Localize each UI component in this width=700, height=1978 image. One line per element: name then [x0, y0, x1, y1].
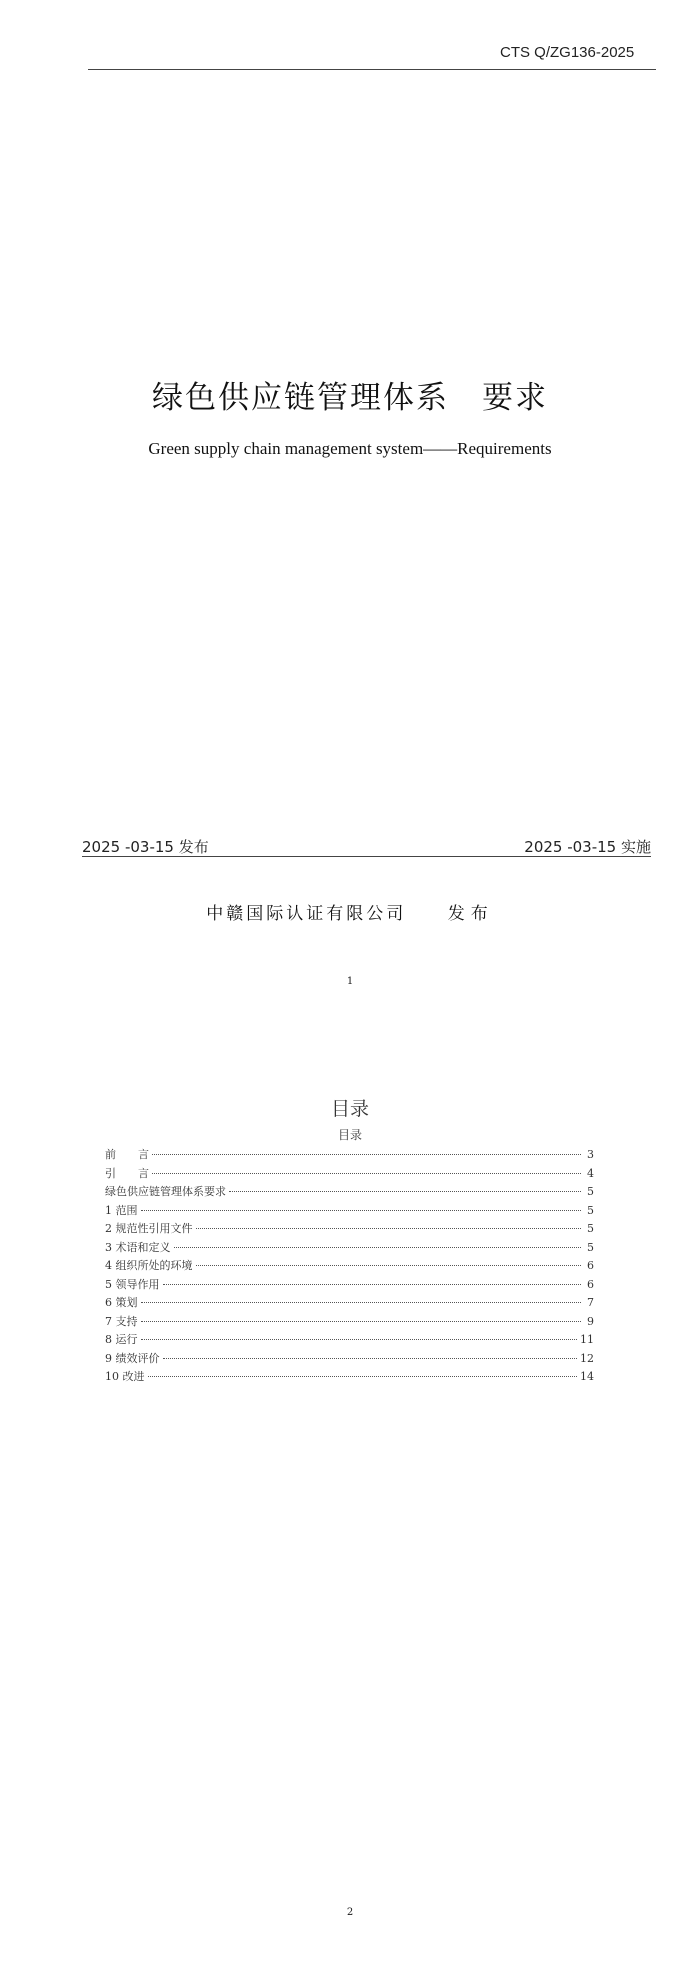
toc-entry-label: 绿色供应链管理体系要求 [105, 1185, 226, 1198]
toc-entry-page: 5 [587, 1222, 594, 1235]
toc-entry-label: 引 言 [105, 1166, 149, 1180]
toc-entry-page: 6 [587, 1259, 594, 1272]
toc-entry-page: 14 [580, 1370, 594, 1383]
toc-entry[interactable] [105, 1313, 594, 1332]
toc-leader [152, 1173, 581, 1174]
toc-entry[interactable] [105, 1220, 594, 1239]
toc-entry-label: 4 组织所处的环境 [105, 1259, 193, 1272]
toc-leader [163, 1358, 578, 1359]
toc-leader [174, 1247, 582, 1248]
toc-subheading: 目录 [337, 1128, 362, 1142]
toc-leader [152, 1154, 581, 1155]
toc-entry[interactable] [105, 1276, 594, 1295]
toc-leader [163, 1284, 582, 1285]
toc-entry-page: 5 [587, 1185, 594, 1198]
toc-entry-label: 9 绩效评价 [105, 1351, 160, 1365]
date-row [82, 836, 651, 857]
toc-entry-page: 5 [587, 1240, 594, 1254]
toc-leader [141, 1339, 578, 1340]
toc-entry-page: 9 [587, 1314, 594, 1328]
toc-entry[interactable] [105, 1331, 594, 1350]
toc-entry-page: 3 [587, 1148, 594, 1161]
toc-leader [141, 1210, 582, 1211]
toc-entry-label: 6 策划 [105, 1296, 138, 1309]
toc-entry[interactable] [105, 1165, 594, 1184]
toc-entry-page: 6 [587, 1277, 594, 1291]
toc-entry-page: 11 [580, 1333, 594, 1346]
toc-entry-label: 前 言 [105, 1148, 149, 1161]
toc-entry[interactable] [105, 1183, 594, 1202]
toc-entry-page: 5 [587, 1203, 594, 1217]
document-code: CTS Q/ZG136-2025 [500, 44, 635, 61]
toc-leader [141, 1302, 582, 1303]
toc-entry[interactable] [105, 1239, 594, 1258]
toc-entry-page: 12 [580, 1351, 594, 1365]
toc-entry-page: 7 [587, 1296, 594, 1309]
toc-entry-label: 2 规范性引用文件 [105, 1222, 193, 1235]
toc-entry[interactable] [105, 1146, 594, 1165]
toc-heading: 目录 [330, 1098, 369, 1120]
publisher-organization: 中赣国际认证有限公司 [206, 904, 407, 924]
issue-date: 2025 -03-15 发布 [82, 838, 209, 856]
toc-entry-label: 1 范围 [105, 1203, 138, 1217]
publisher-row [0, 899, 700, 924]
toc-entry-label: 3 术语和定义 [105, 1240, 171, 1254]
toc-leader [148, 1376, 578, 1377]
header-rule [88, 69, 656, 70]
title-english: Green supply chain management system——Requirements [148, 439, 552, 458]
toc-entry[interactable] [105, 1257, 594, 1276]
toc-entry-label: 10 改进 [105, 1370, 145, 1383]
toc-entry[interactable] [105, 1202, 594, 1221]
toc-leader [196, 1228, 582, 1229]
page-number: 2 [346, 1907, 354, 1918]
effective-date: 2025 -03-15 实施 [524, 838, 651, 856]
toc-entry[interactable] [105, 1350, 594, 1369]
toc-entry-label: 7 支持 [105, 1314, 138, 1328]
publish-label: 发布 [447, 904, 494, 924]
toc-entry[interactable] [105, 1294, 594, 1313]
toc-entry-page: 4 [587, 1166, 594, 1180]
toc-entry-label: 8 运行 [105, 1333, 138, 1346]
page-number: 1 [346, 976, 354, 987]
date-rule [82, 856, 651, 857]
title-chinese: 绿色供应链管理体系 要求 [152, 380, 548, 416]
toc-entry[interactable] [105, 1368, 594, 1387]
toc-list [105, 1146, 594, 1387]
toc-leader [229, 1191, 581, 1192]
toc-entry-label: 5 领导作用 [105, 1277, 160, 1291]
toc-leader [141, 1321, 582, 1322]
toc-leader [196, 1265, 582, 1266]
